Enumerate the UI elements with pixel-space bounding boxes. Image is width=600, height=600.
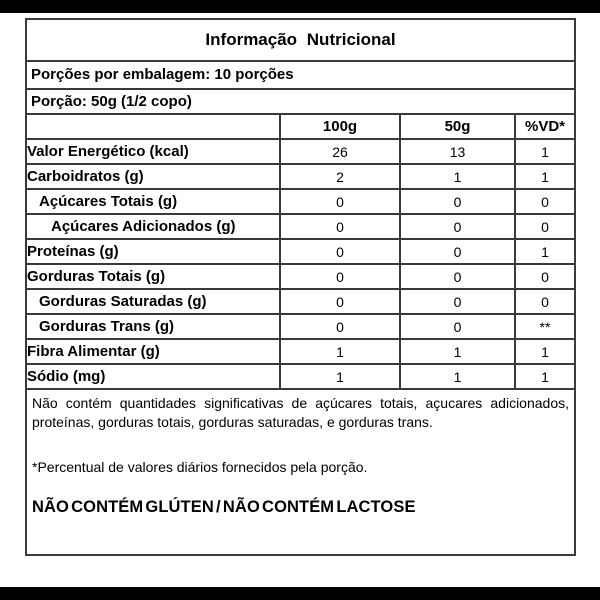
value-percent-vd: 0 xyxy=(515,289,574,314)
column-header-percent-vd: %VD* xyxy=(515,115,574,139)
value-percent-vd: 1 xyxy=(515,364,574,389)
nutrient-name: Gorduras Saturadas (g) xyxy=(27,289,280,314)
serving-size-line: Porção: 50g (1/2 copo) xyxy=(27,90,574,115)
nutrient-name: Gorduras Totais (g) xyxy=(27,264,280,289)
nutrient-name: Gorduras Trans (g) xyxy=(27,314,280,339)
column-header-row xyxy=(27,115,574,139)
nutrient-name: Fibra Alimentar (g) xyxy=(27,339,280,364)
servings-per-package-line: Porções por embalagem: 10 porções xyxy=(27,62,574,90)
value-percent-vd: 1 xyxy=(515,164,574,189)
value-per-50g: 0 xyxy=(400,239,515,264)
daily-value-footnote: *Percentual de valores diários fornecidos pela porção. xyxy=(32,459,368,475)
value-per-100g: 0 xyxy=(280,289,400,314)
nutrient-name: Açúcares Totais (g) xyxy=(27,189,280,214)
value-per-100g: 0 xyxy=(280,314,400,339)
value-percent-vd: 1 xyxy=(515,139,574,164)
value-per-100g: 0 xyxy=(280,214,400,239)
nutrient-row xyxy=(27,139,574,164)
value-per-50g: 0 xyxy=(400,314,515,339)
nutrient-row xyxy=(27,364,574,389)
value-per-100g: 26 xyxy=(280,139,400,164)
nutrition-facts-table xyxy=(25,18,576,556)
value-per-100g: 0 xyxy=(280,239,400,264)
value-percent-vd: 0 xyxy=(515,189,574,214)
nutrient-row xyxy=(27,214,574,239)
value-per-100g: 0 xyxy=(280,189,400,214)
nutrient-name: Valor Energético (kcal) xyxy=(27,139,280,164)
value-per-50g: 1 xyxy=(400,339,515,364)
value-per-100g: 0 xyxy=(280,264,400,289)
column-header-50g: 50g xyxy=(400,115,515,139)
column-header-100g: 100g xyxy=(280,115,400,139)
value-per-100g: 1 xyxy=(280,339,400,364)
bottom-black-bar xyxy=(0,587,600,600)
nutrient-name: Proteínas (g) xyxy=(27,239,280,264)
value-percent-vd: 1 xyxy=(515,239,574,264)
value-per-100g: 2 xyxy=(280,164,400,189)
value-per-50g: 1 xyxy=(400,164,515,189)
nutrient-name: Açúcares Adicionados (g) xyxy=(27,214,280,239)
value-per-50g: 0 xyxy=(400,189,515,214)
top-black-bar xyxy=(0,0,600,13)
nutrient-row xyxy=(27,164,574,189)
value-per-50g: 1 xyxy=(400,364,515,389)
table-footer xyxy=(27,390,574,517)
nutrient-row xyxy=(27,339,574,364)
value-percent-vd: ** xyxy=(515,314,574,339)
value-percent-vd: 0 xyxy=(515,264,574,289)
nutrient-name: Carboidratos (g) xyxy=(27,164,280,189)
nutrient-name: Sódio (mg) xyxy=(27,364,280,389)
nutrient-row xyxy=(27,289,574,314)
nutrient-grid xyxy=(27,115,574,390)
value-per-50g: 0 xyxy=(400,264,515,289)
nutrient-row xyxy=(27,314,574,339)
table-title: Informação Nutricional xyxy=(27,20,574,62)
nutrient-row xyxy=(27,189,574,214)
nutrient-row xyxy=(27,264,574,289)
nutrient-row xyxy=(27,239,574,264)
value-per-50g: 0 xyxy=(400,214,515,239)
value-percent-vd: 0 xyxy=(515,214,574,239)
gluten-lactose-claim: NÃO CONTÉM GLÚTEN / NÃO CONTÉM LACTOSE xyxy=(32,498,416,516)
value-percent-vd: 1 xyxy=(515,339,574,364)
no-significant-amounts-note: Não contém quantidades significativas de açúcares totais, açucares adicionados, proteínas, gorduras totais, gorduras saturadas, e gorduras trans. xyxy=(32,395,569,430)
value-per-100g: 1 xyxy=(280,364,400,389)
column-header-nutrient xyxy=(27,115,280,139)
value-per-50g: 0 xyxy=(400,289,515,314)
value-per-50g: 13 xyxy=(400,139,515,164)
